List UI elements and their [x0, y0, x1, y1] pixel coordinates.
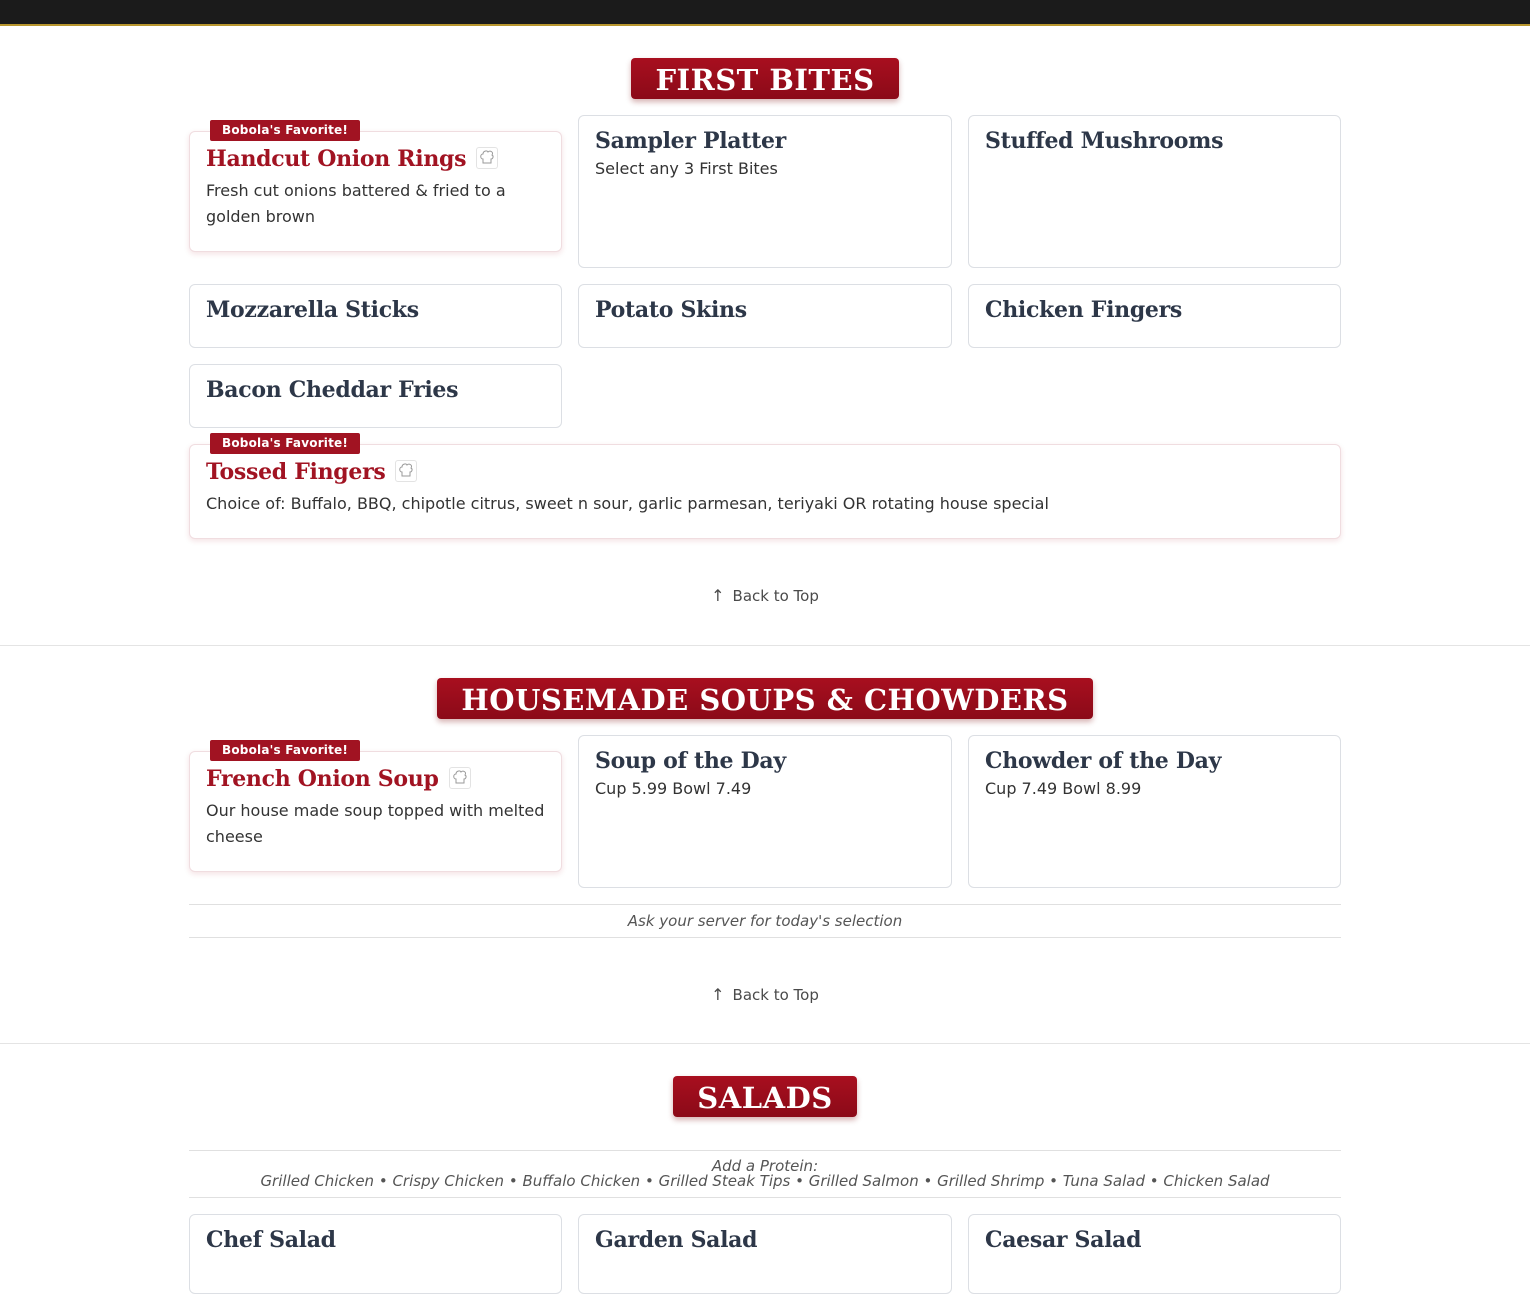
chef-hat-icon: [449, 767, 471, 789]
favorite-badge: Bobola's Favorite!: [210, 120, 360, 141]
back-to-top-link[interactable]: [0, 985, 1530, 1004]
item-name: Tossed Fingers: [206, 459, 386, 485]
note-text: Ask your server for today's selection: [627, 912, 903, 930]
item-name: Potato Skins: [595, 297, 747, 323]
menu-item-sampler-platter[interactable]: [578, 115, 952, 268]
menu-item-potato-skins[interactable]: [578, 284, 952, 348]
menu-item-tossed-fingers[interactable]: [189, 436, 1341, 539]
menu-item-garden-salad[interactable]: [578, 1214, 952, 1294]
section-header-salads: [0, 1076, 1530, 1117]
menu-item-chicken-fingers[interactable]: [968, 284, 1341, 348]
menu-item-mozzarella-sticks[interactable]: [189, 284, 562, 348]
section-divider: [0, 645, 1530, 646]
item-name: Sampler Platter: [595, 128, 786, 154]
item-name: Garden Salad: [595, 1227, 758, 1253]
menu-item-caesar-salad[interactable]: [968, 1214, 1341, 1294]
menu-item-chef-salad[interactable]: [189, 1214, 562, 1294]
item-name: Stuffed Mushrooms: [985, 128, 1224, 154]
menu-item-chowder-of-the-day[interactable]: [968, 735, 1341, 888]
item-name: Chicken Fingers: [985, 297, 1182, 323]
section-title: HOUSEMADE SOUPS & CHOWDERS: [437, 678, 1092, 719]
menu-item-french-onion-soup[interactable]: [189, 743, 562, 872]
protein-label: Add a Protein:: [711, 1157, 819, 1175]
arrow-up-icon: ↑: [711, 985, 725, 1004]
item-description: Fresh cut onions battered & fried to a golden brown: [206, 181, 506, 226]
menu-item-bacon-cheddar-fries[interactable]: [189, 364, 562, 428]
back-to-top-link[interactable]: [0, 586, 1530, 605]
section-header-first-bites: [0, 58, 1530, 99]
top-navigation-bar: [0, 0, 1530, 26]
protein-options: Grilled Chicken • Crispy Chicken • Buffalo Chicken • Grilled Steak Tips • Grilled Salmon • Grilled Shrimp • Tuna Salad • Chicken Salad: [260, 1172, 1270, 1190]
item-name: Bacon Cheddar Fries: [206, 377, 459, 403]
chef-hat-icon: [395, 460, 417, 482]
item-name: French Onion Soup: [206, 766, 439, 792]
menu-item-soup-of-the-day[interactable]: [578, 735, 952, 888]
menu-item-handcut-onion-rings[interactable]: [189, 123, 562, 252]
item-description: Select any 3 First Bites: [595, 159, 778, 178]
favorite-badge: Bobola's Favorite!: [210, 433, 360, 454]
section-title: FIRST BITES: [631, 58, 898, 99]
item-name: Chef Salad: [206, 1227, 336, 1253]
item-description: Choice of: Buffalo, BBQ, chipotle citrus, sweet n sour, garlic parmesan, teriyaki OR rotating house special: [206, 494, 1049, 513]
item-name: Handcut Onion Rings: [206, 146, 467, 172]
menu-item-stuffed-mushrooms[interactable]: [968, 115, 1341, 268]
item-name: Mozzarella Sticks: [206, 297, 419, 323]
favorite-badge: Bobola's Favorite!: [210, 740, 360, 761]
arrow-up-icon: ↑: [711, 586, 725, 605]
chef-hat-icon: [476, 147, 498, 169]
item-name: Chowder of the Day: [985, 748, 1222, 774]
section-header-soups: [0, 678, 1530, 719]
protein-options-note: [189, 1150, 1341, 1198]
back-to-top-label: Back to Top: [732, 587, 819, 605]
item-description: Our house made soup topped with melted cheese: [206, 801, 545, 846]
item-name: Caesar Salad: [985, 1227, 1142, 1253]
item-name: Soup of the Day: [595, 748, 786, 774]
back-to-top-label: Back to Top: [732, 986, 819, 1004]
soup-selection-note: [189, 904, 1341, 938]
item-description: Cup 7.49 Bowl 8.99: [985, 779, 1142, 798]
section-title: SALADS: [673, 1076, 856, 1117]
section-divider: [0, 1043, 1530, 1044]
item-description: Cup 5.99 Bowl 7.49: [595, 779, 752, 798]
